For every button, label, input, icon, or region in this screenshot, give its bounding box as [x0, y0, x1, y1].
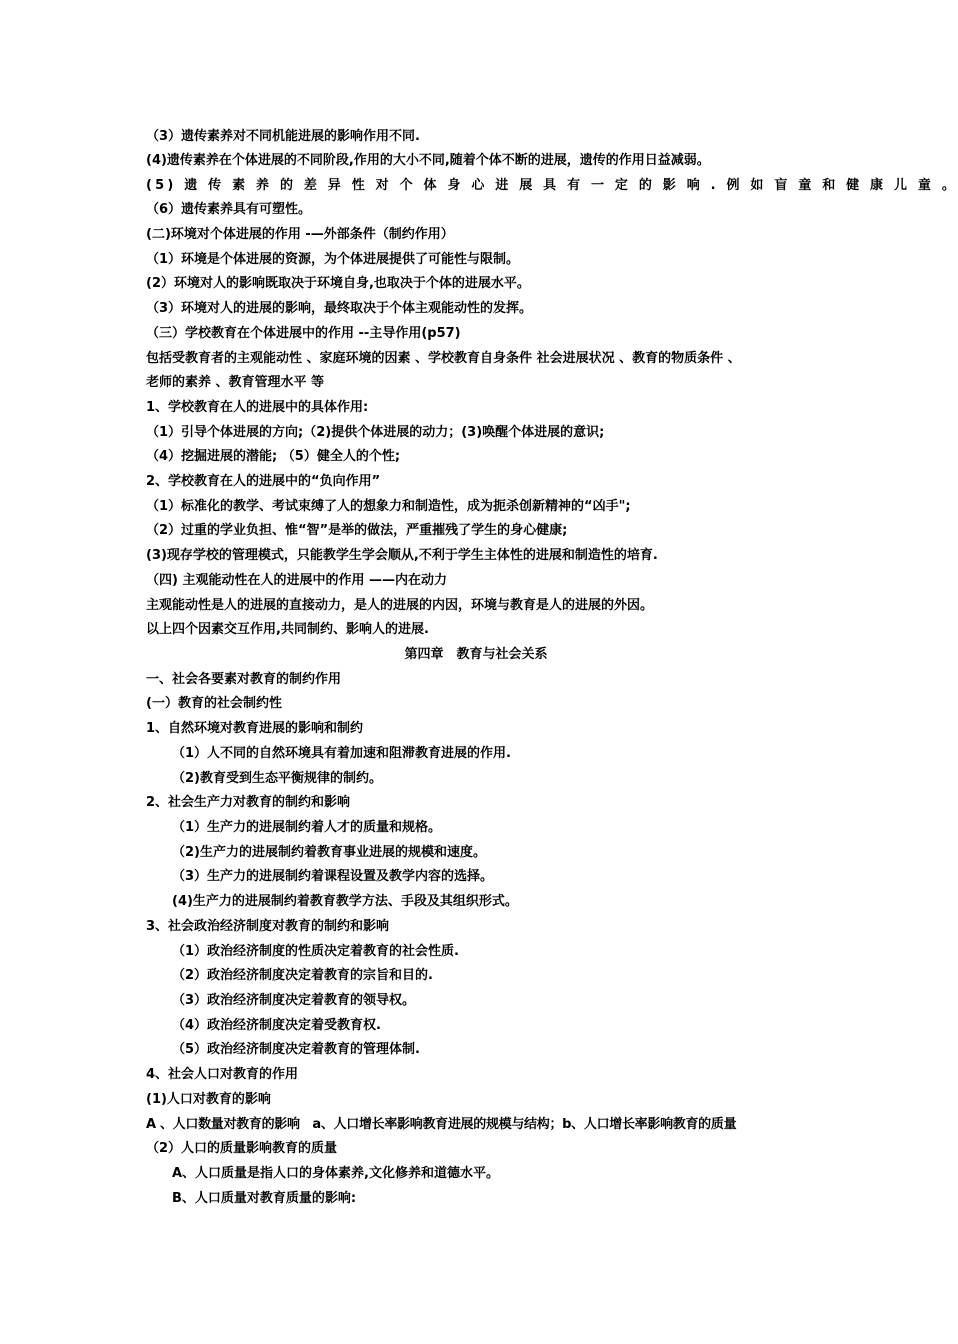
section-heading: (一）教育的社会制约性: [146, 696, 282, 711]
text-line: A 、人口数量对教育的影响 a、人口增长率影响教育进展的规模与结构；b、人口增长率影响教育的质量: [146, 1117, 737, 1132]
text-line: （4）政治经济制度决定着受教育权.: [172, 1018, 381, 1033]
text-line: 老师的素养 、教育管理水平 等: [146, 375, 325, 390]
text-line: （2）过重的学业负担、惟“智”是举的做法，严重摧残了学生的身心健康;: [146, 523, 568, 538]
text-line: （3）遗传素养对不同机能进展的影响作用不同.: [146, 129, 420, 144]
text-line: （2）政治经济制度决定着教育的宗旨和目的.: [172, 968, 433, 983]
text-line: （2)教育受到生态平衡规律的制约。: [172, 771, 382, 786]
text-line: 1、自然环境对教育进展的影响和制约: [146, 721, 364, 736]
text-line: （5）政治经济制度决定着教育的管理体制.: [172, 1042, 420, 1057]
text-line: 以上四个因素交互作用,共同制约、影响人的进展.: [146, 622, 429, 637]
text-line: （1）环境是个体进展的资源，为个体进展提供了可能性与限制。: [146, 252, 520, 267]
text-line: (1)人口对教育的影响: [146, 1092, 271, 1107]
text-line: (2）环境对人的影响既取决于环境自身,也取决于个体的进展水平。: [146, 276, 530, 291]
text-line: （1）引导个体进展的方向;（2)提供个体进展的动力；(3)唤醒个体进展的意识;: [146, 425, 605, 440]
section-heading: （三）学校教育在个体进展中的作用 --主导作用(p57): [146, 326, 461, 341]
section-heading: （四) 主观能动性在人的进展中的作用 ——内在动力: [146, 573, 447, 588]
text-line: （2）人口的质量影响教育的质量: [146, 1141, 338, 1156]
text-line: 1、学校教育在人的进展中的具体作用:: [146, 400, 369, 415]
text-line: （2)生产力的进展制约着教育事业进展的规模和速度。: [172, 845, 486, 860]
text-line: (5) 遗 传 素 养 的 差 异 性 对 个 体 身 心 进 展 具 有 一 定 的 影 响 . 例 如 盲 童 和 健 康 儿 童 。: [146, 178, 958, 193]
text-line: 包括受教育者的主观能动性 、家庭环境的因素 、学校教育自身条件 社会进展状况 、教育的物质条件 、: [146, 351, 741, 366]
text-line: 2、社会生产力对教育的制约和影响: [146, 795, 351, 810]
text-line: (3)现存学校的管理模式，只能教学生学会顺从,不利于学生主体性的进展和制造性的培育.: [146, 548, 658, 563]
text-line: （6）遗传素养具有可塑性。: [146, 202, 312, 217]
section-heading: (二)环境对个体进展的作用 -—外部条件（制约作用）: [146, 227, 454, 242]
text-line: （1）人不同的自然环境具有着加速和阻滞教育进展的作用.: [172, 746, 511, 761]
text-line: 2、学校教育在人的进展中的“负向作用”: [146, 474, 381, 489]
text-line: （1）标准化的教学、考试束缚了人的想象力和制造性，成为扼杀创新精神的“凶手";: [146, 499, 631, 514]
text-line: B、人口质量对教育质量的影响:: [172, 1191, 357, 1206]
section-heading: 一、社会各要素对教育的制约作用: [146, 672, 342, 687]
text-line: (4)生产力的进展制约着教育教学方法、手段及其组织形式。: [172, 894, 518, 909]
text-line: A、人口质量是指人口的身体素养,文化修养和道德水平。: [172, 1166, 499, 1181]
text-line: 主观能动性是人的进展的直接动力，是人的进展的内因，环境与教育是人的进展的外因。: [146, 598, 654, 613]
text-line: （1）生产力的进展制约着人才的质量和规格。: [172, 820, 442, 835]
text-line: （4）挖掘进展的潜能; （5）健全人的个性;: [146, 449, 401, 464]
text-line: 3、社会政治经济制度对教育的制约和影响: [146, 919, 390, 934]
text-line: （3）政治经济制度决定着教育的领导权。: [172, 993, 416, 1008]
text-line: （1）政治经济制度的性质决定着教育的社会性质.: [172, 944, 459, 959]
text-line: （3）生产力的进展制约着课程设置及教学内容的选择。: [172, 869, 494, 884]
chapter-title: 第四章 教育与社会关系: [404, 647, 548, 662]
text-line: （3）环境对人的进展的影响，最终取决于个体主观能动性的发挥。: [146, 301, 533, 316]
text-line: 4、社会人口对教育的作用: [146, 1067, 299, 1082]
text-line: (4)遗传素养在个体进展的不同阶段,作用的大小不同,随着个体不断的进展，遗传的作用日益减弱。: [146, 153, 710, 168]
